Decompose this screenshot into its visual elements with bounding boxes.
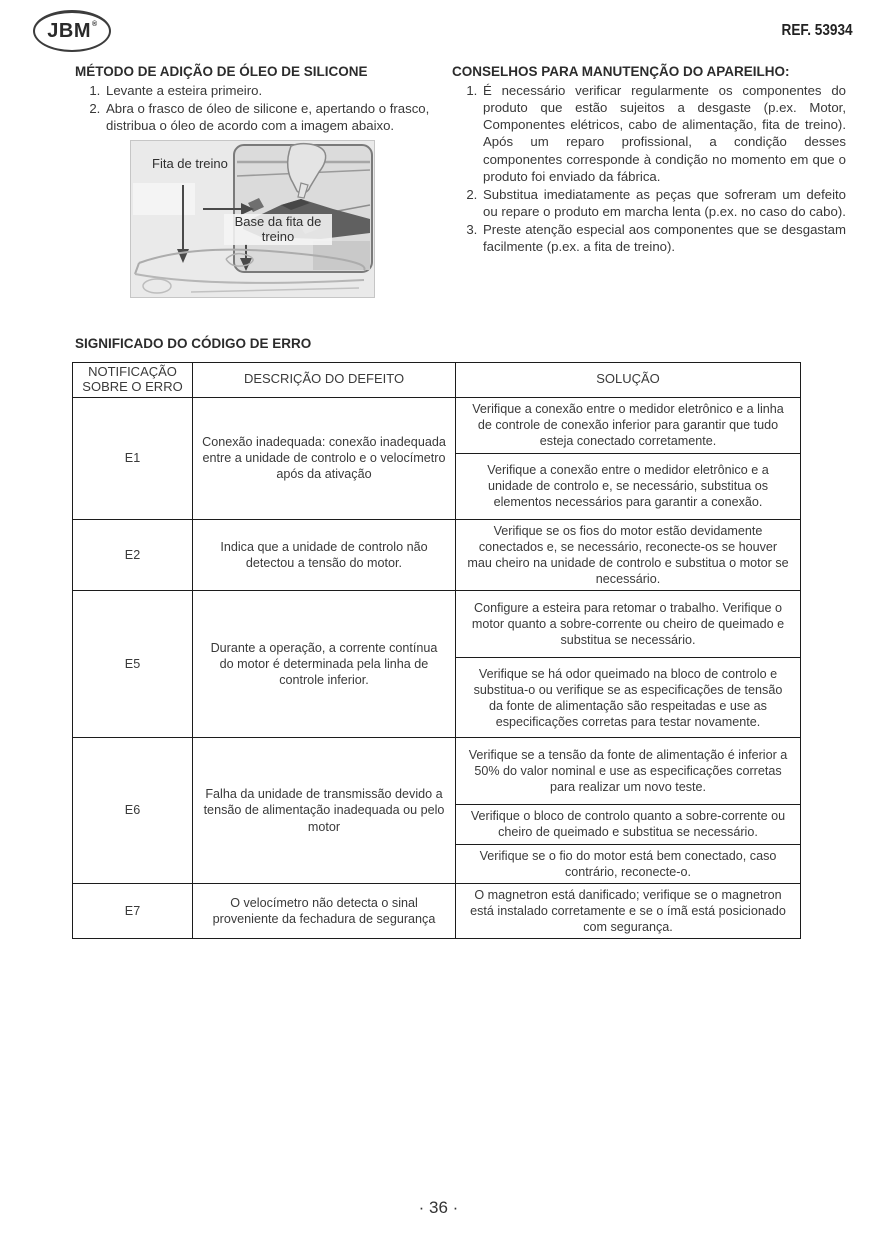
belt-base-label: Base da fita de treino [224, 214, 332, 245]
reference-number: REF. 53934 [781, 22, 853, 39]
table-row [73, 738, 801, 805]
treadmill-outline [135, 263, 139, 274]
belt-label: Fita de treino [152, 156, 228, 171]
right-column [452, 64, 846, 257]
table-row [73, 883, 801, 938]
error-solution-cell: Verifique a conexão entre o medidor eletrônico e a linha de controle de conexão inferior para garantir que tudo esteja conectado corretamente. [456, 397, 801, 453]
header-cell-description: DESCRIÇÃO DO DEFEITO [193, 363, 456, 398]
table-header-row [73, 363, 801, 398]
error-solution-cell: Verifique se há odor queimado na bloco de controlo e substitua-o ou verifique se as especificações de tensão da fonte de alimentação são respeitadas e use as especificações corretas para testar novamente. [456, 658, 801, 738]
treadmill-outline [135, 274, 364, 283]
left-column [75, 64, 447, 135]
error-solution-cell: Verifique se os fios do motor estão devidamente conectados e, se necessário, reconecte-os se houver mau cheiro na unidade de controlo e substitua o motor se necessário. [456, 519, 801, 590]
error-code-cell: E5 [73, 591, 193, 738]
list-item: 2. Abra o frasco de óleo de silicone e, apertando o frasco, distribua o óleo de acordo com a imagem abaixo. [104, 100, 447, 134]
treadmill-outline [191, 288, 359, 292]
list-item: 2. Substitua imediatamente as peças que sofreram um defeito ou repare o produto em marcha lenta (p.ex. no caso do cabo). [481, 186, 846, 220]
error-code-cell: E6 [73, 738, 193, 883]
registered-mark-icon: ® [92, 21, 98, 28]
error-code-table [72, 362, 801, 939]
right-step-list [452, 82, 846, 256]
header-cell-solution: SOLUÇÃO [456, 363, 801, 398]
error-description-cell: Indica que a unidade de controlo não detectou a tensão do motor. [193, 519, 456, 590]
error-table-title: SIGNIFICADO DO CÓDIGO DE ERRO [75, 336, 312, 351]
jbm-logo-text: JBM [47, 20, 92, 42]
error-solution-cell: Verifique se a tensão da fonte de alimentação é inferior a 50% do valor nominal e use as especificações corretas para realizar um novo teste. [456, 738, 801, 805]
error-description-cell: Falha da unidade de transmissão devido a tensão de alimentação inadequada ou pelo motor [193, 738, 456, 883]
error-code-cell: E2 [73, 519, 193, 590]
header-cell-notification: NOTIFICAÇÃO SOBRE O ERRO [73, 363, 193, 398]
table-row [73, 397, 801, 453]
error-solution-cell: O magnetron está danificado; verifique se o magnetron está instalado corretamente e se o ímã está posicionado com segurança. [456, 883, 801, 938]
left-section-title: MÉTODO DE ADIÇÃO DE ÓLEO DE SILICONE [75, 64, 368, 79]
treadmill-illustration [130, 140, 375, 298]
error-solution-cell: Configure a esteira para retomar o trabalho. Verifique o motor quanto a sobre-corrente ou cheiro de queimado e substitua se necessário. [456, 591, 801, 658]
left-step-list [75, 82, 447, 134]
list-item: 3. Preste atenção especial aos componentes que se desgastam facilmente (p.ex. a fita de treino). [481, 221, 846, 255]
error-solution-cell: Verifique se o fio do motor está bem conectado, caso contrário, reconecte-o. [456, 844, 801, 883]
table-row [73, 591, 801, 658]
jbm-logo [33, 10, 111, 52]
error-description-cell: O velocímetro não detecta o sinal proveniente da fechadura de segurança [193, 883, 456, 938]
table-row [73, 519, 801, 590]
error-code-cell: E7 [73, 883, 193, 938]
error-code-cell: E1 [73, 397, 193, 519]
page-number: · 36 · [418, 1198, 459, 1217]
right-section-title: CONSELHOS PARA MANUTENÇÃO DO APAREILHO: [452, 64, 790, 79]
list-item: 1. Levante a esteira primeiro. [104, 82, 447, 99]
list-item: 1. É necessário verificar regularmente os componentes do produto que estão sujeitos a desgaste (p.ex. Motor, Componentes elétricos, cabo de alimentação, fita de treino). Após um reparo profissional, a condição desses componentes corresponde à condição no momento em que o produto foi enviado da fábrica. [481, 82, 846, 185]
error-description-cell: Conexão inadequada: conexão inadequada entre a unidade de controlo e o velocímetro após da ativação [193, 397, 456, 519]
error-description-cell: Durante a operação, a corrente contínua do motor é determinada pela linha de controle inferior. [193, 591, 456, 738]
highlight-patch [133, 183, 195, 215]
error-solution-cell: Verifique a conexão entre o medidor eletrônico e a unidade de controlo e, se necessário, substitua os elementos necessários para garantir a conexão. [456, 453, 801, 519]
treadmill-roller-outline [143, 279, 171, 293]
error-solution-cell: Verifique o bloco de controlo quanto a sobre-corrente ou cheiro de queimado e substitua se necessário. [456, 805, 801, 844]
